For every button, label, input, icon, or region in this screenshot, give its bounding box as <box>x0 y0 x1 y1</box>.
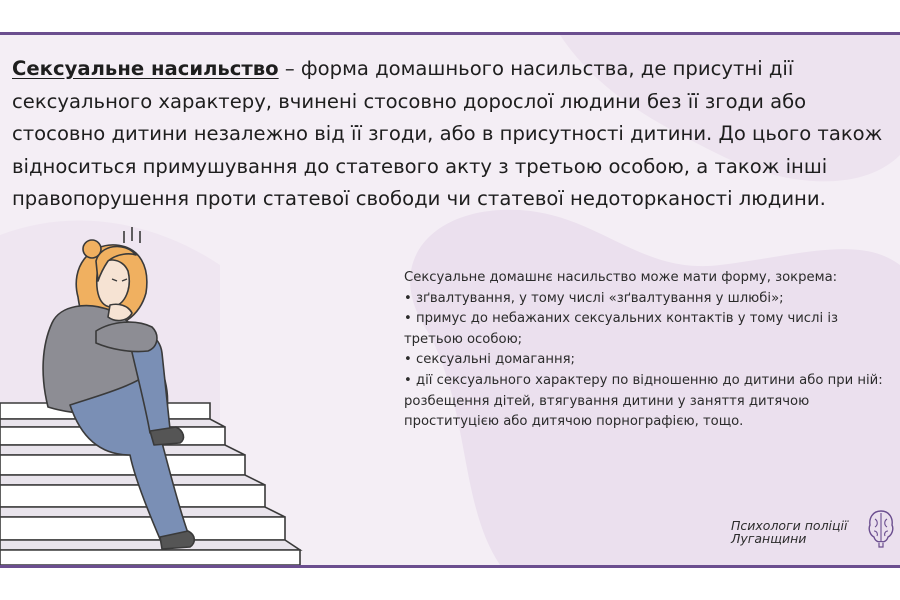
brain-icon <box>866 507 896 549</box>
list-item: • примус до небажаних сексуальних контактів у тому числі із третьою особою; <box>404 311 839 347</box>
logo-line-1: Психологи поліції <box>731 518 848 533</box>
forms-list <box>404 289 884 433</box>
logo <box>731 519 847 545</box>
top-margin <box>0 0 900 32</box>
slide <box>0 35 900 565</box>
logo-line-2: Луганщини <box>731 531 807 546</box>
forms-intro: Сексуальне домашнє насильство може мати форму, зокрема: <box>404 270 838 285</box>
bottom-margin <box>0 568 900 600</box>
list-item: • зґвалтування, у тому числі «зґвалтування у шлюбі»; <box>404 290 784 306</box>
list-item: • сексуальні домагання; <box>404 352 575 368</box>
term-heading: Сексуальне насильство <box>12 57 279 80</box>
list-item: • дії сексуального характеру по відношенню до дитини або при ній: розбещення дітей, втягування дитини у заняття дитячою проституцією або дитячою порнографією, тощо. <box>404 372 883 430</box>
definition-paragraph <box>12 53 892 216</box>
definition-text: – форма домашнього насильства, де присутні дії сексуального характеру, вчинені стосовно дорослої людини без її згоди або стосовно дитини незалежно від її згоди, або в присутності дитини. До цього також відноситься примушування до статевого акту з третьою особою, а також інші правопорушення проти статевої свободи чи статевої недоторканості людини. <box>12 57 883 210</box>
forms-block <box>404 268 884 433</box>
